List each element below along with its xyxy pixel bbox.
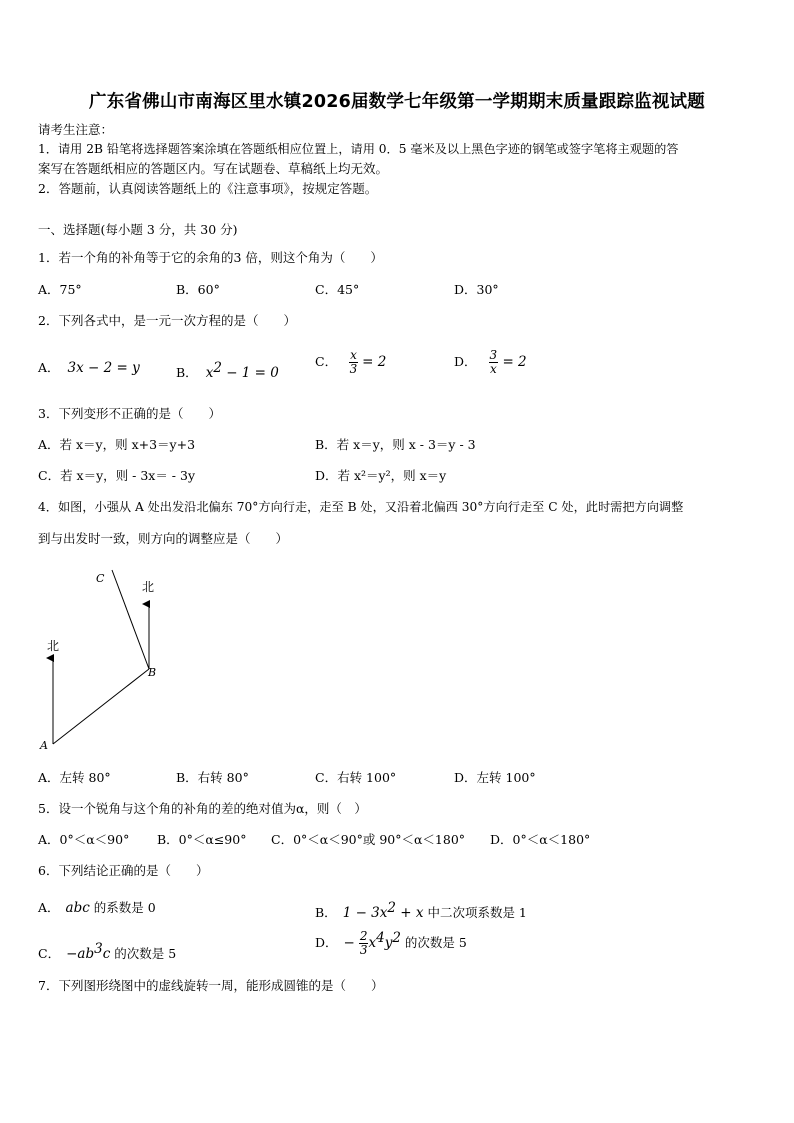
point-b-label: B xyxy=(148,666,157,679)
q3-stem: 3．下列变形不正确的是（ ） xyxy=(38,406,221,421)
notice-line-1: 1．请用 2B 铅笔将选择题答案涂填在答题纸相应位置上，请用 0．5 毫米及以上黑色字迹的钢笔或签字笔将主观题的答 xyxy=(38,142,679,156)
notice-line-1b: 案写在答题纸相应的答题区内。写在试题卷、草稿纸上均无效。 xyxy=(38,161,389,176)
exam-title: 广东省佛山市南海区里水镇2026届数学七年级第一学期期末质量跟踪监视试题 xyxy=(89,92,705,112)
q5-stem: 5．设一个锐角与这个角的补角的差的绝对值为α，则（ ） xyxy=(38,801,367,816)
point-a-label: A xyxy=(40,739,48,752)
q3-option-b: B．若 x＝y，则 x - 3＝y - 3 xyxy=(315,437,476,452)
q1-stem: 1．若一个角的补角等于它的余角的3 倍，则这个角为（ ） xyxy=(38,250,383,265)
q1-option-c: C．45° xyxy=(315,282,360,297)
q1-option-d: D．30° xyxy=(454,282,499,297)
q4-option-c: C．右转 100° xyxy=(315,770,397,785)
q2-option-a: A． 3x − 2 = y xyxy=(38,360,140,376)
q3-option-d: D．若 x²＝y²，则 x＝y xyxy=(315,468,447,483)
point-c-label: C xyxy=(96,572,105,585)
notice-heading: 请考生注意： xyxy=(38,122,114,137)
q1-option-b: B．60° xyxy=(176,282,220,297)
q6-option-d: D． − $\frac{2}{3}$ $x^4y^2$ 的次数是 5 xyxy=(315,929,467,958)
q6-option-a: A． abc 的系数是 0 xyxy=(38,900,156,916)
q4-stem-line-2: 到与出发时一致，则方向的调整应是（ ） xyxy=(38,531,289,546)
q4-option-d: D．左转 100° xyxy=(454,770,536,785)
q6-option-b: B． $1 - 3x^2 + x$ 中二次项系数是 1 xyxy=(315,900,527,922)
q4-option-a: A．左转 80° xyxy=(38,770,111,785)
q6-stem: 6．下列结论正确的是（ ） xyxy=(38,863,209,878)
q2-stem: 2．下列各式中，是一元一次方程的是（ ） xyxy=(38,313,296,328)
q2-option-c: C． $\frac{x}{3}$ = 2 xyxy=(315,348,387,376)
q7-stem: 7．下列图形绕图中的虚线旋转一周，能形成圆锥的是（ ） xyxy=(38,978,384,993)
north-label-a: 北 xyxy=(47,639,60,653)
q5-option-b: B．0°＜α≤90° xyxy=(157,832,247,847)
q3-option-a: A．若 x＝y，则 x+3＝y+3 xyxy=(38,437,196,452)
q5-option-d: D．0°＜α＜180° xyxy=(490,832,591,847)
segment-ab xyxy=(53,669,149,744)
q3-option-c: C．若 x＝y，则 - 3x＝ - 3y xyxy=(38,468,196,483)
q4-direction-figure xyxy=(36,566,176,756)
north-label-b: 北 xyxy=(142,580,155,594)
q5-option-a: A．0°＜α＜90° xyxy=(38,832,130,847)
q6-option-c: C． $-ab^3c$ 的次数是 5 xyxy=(38,941,177,963)
q5-option-c: C．0°＜α＜90°或 90°＜α＜180° xyxy=(271,832,466,847)
q4-option-b: B．右转 80° xyxy=(176,770,249,785)
q1-option-a: A．75° xyxy=(38,282,82,297)
notice-line-2: 2．答题前，认真阅读答题纸上的《注意事项》，按规定答题。 xyxy=(38,181,378,196)
q4-stem-line-1: 4．如图，小强从 A 处出发沿北偏东 70°方向行走，走至 B 处，又沿着北偏西 30°方向行走至 C 处，此时需把方向调整 xyxy=(38,500,684,514)
q2-option-b: B． $x^2 - 1 = 0$ xyxy=(176,360,279,382)
section-heading: 一、选择题(每小题 3 分，共 30 分) xyxy=(38,222,238,237)
q2-option-d: D． $\frac{3}{x}$ = 2 xyxy=(454,348,527,376)
